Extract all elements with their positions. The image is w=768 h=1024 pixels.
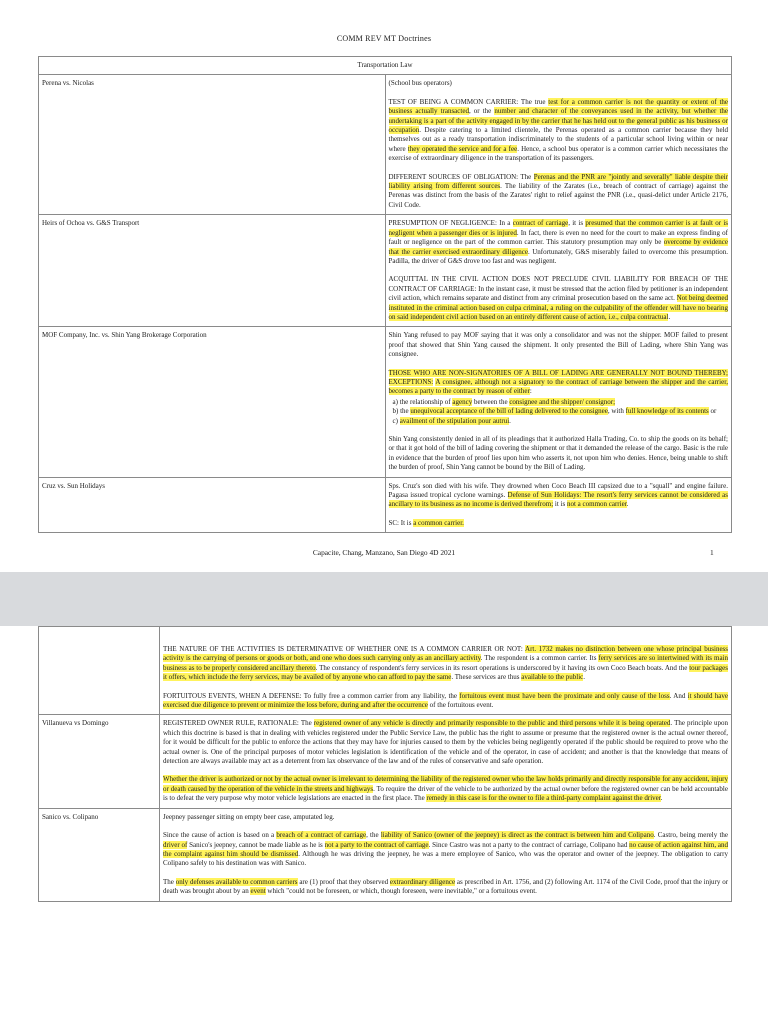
case-name: MOF Company, Inc. vs. Shin Yang Brokerage Corporation — [39, 327, 386, 477]
section-heading: Transportation Law — [39, 57, 732, 75]
highlighted-text: THOSE WHO ARE NON-SIGNATORIES OF A BILL OF LADING ARE GENERALLY NOT BOUND THEREBY; EXCEPTIONS: — [388, 368, 728, 386]
doctrine-paragraph — [389, 435, 729, 473]
table-row — [39, 715, 732, 808]
highlighted-text: they operated the service and for a fee — [407, 144, 518, 153]
case-doctrine — [385, 477, 732, 533]
case-name: Cruz vs. Sun Holidays — [39, 477, 386, 533]
highlighted-text: extraordinary diligence — [389, 877, 456, 886]
list-item — [393, 398, 729, 407]
case-doctrine — [160, 808, 732, 901]
doctrine-paragraph — [389, 482, 729, 510]
text-segment: . — [583, 673, 586, 682]
text-segment: Shin Yang refused to pay MOF saying that it was only a consolidator and was not the shipper. MOF failed to present proof that showed that Shin Yang caused the shipment. It only presented the Bill of Lading, where Shin Yang was consignee. — [388, 331, 728, 359]
highlighted-text: event — [250, 887, 266, 896]
text-segment: it is — [553, 500, 567, 509]
document-title: COMM REV MT Doctrines — [336, 34, 432, 43]
text-segment: , the — [366, 831, 381, 840]
doctrine-paragraph — [163, 831, 728, 869]
text-segment: which "could not be foreseen, or which, though foreseen, were inevitable," or a fortuitous event. — [265, 887, 537, 896]
highlighted-text: remedy in this case is for the owner to file a third-party complaint against the driver — [426, 794, 661, 803]
highlighted-text: available to the public — [521, 673, 584, 682]
doctrines-table-page-1 — [38, 56, 732, 533]
text-segment: ACQUITTAL IN THE CIVIL ACTION DOES NOT PRECLUDE CIVIL LIABILITY FOR BREACH OF THE CONTRACT OF CARRIAGE: In the instant case, it must be stressed that the action filed by petitioner is an independent civil action, which remains separate and distinct from any criminal prosecution based on the same act. — [388, 275, 728, 303]
table-row — [39, 215, 732, 327]
highlighted-text: no cause of action against him, and the complaint against him should be dismissed — [163, 840, 728, 858]
highlighted-text: Whether the driver is authorized or not by the actual owner is irrelevant to determining the liability of the registered owner who the law holds primarily and directly responsible for any accident, injury or death caused by the operation of the vehicle in the streets and highways — [163, 775, 728, 793]
doctrine-paragraph — [163, 645, 728, 683]
text-segment: DIFFERENT SOURCES OF OBLIGATION: The — [388, 172, 534, 181]
text-segment: Jeepney passenger sitting on empty beer case, amputated leg. — [163, 812, 335, 821]
table-row — [39, 808, 732, 901]
page-gap — [0, 572, 768, 626]
text-segment: as prescribed in Art. 1756, and (2) following Art. 1174 of the Civil Code, proof that the injury or death was brought about by an — [163, 877, 729, 896]
text-segment: . Although he was driving the jeepney, he was a mere employee of Sanico, who was the operator and owner of the jeepney. The obligation to carry Colipano safely to his destination was with Sanico. — [163, 849, 729, 868]
text-segment: REGISTERED OWNER RULE, RATIONALE: The — [163, 719, 314, 728]
text-segment: or — [708, 407, 717, 416]
text-segment: . — [509, 416, 511, 425]
doctrine-paragraph — [389, 173, 729, 211]
highlighted-text: only defenses available to common carriers — [175, 877, 298, 886]
text-segment: FORTUITOUS EVENTS, WHEN A DEFENSE: To fully free a common carrier from any liability, the — [163, 691, 460, 700]
highlighted-text: availment of the stipulation pour autrui — [399, 416, 510, 425]
text-segment: Sanico's jeepney, cannot be made liable as he is — [187, 840, 325, 849]
case-name: Heirs of Ochoa vs. G&S Transport — [39, 215, 386, 327]
highlighted-text: A consignee, although not a signatory to the contract of carriage between the shipper and the carrier, becomes a party to the contract by reason of either — [388, 377, 728, 396]
case-doctrine — [385, 215, 732, 327]
highlighted-text: it should have exercised due diligence to prevent or minimize the loss before, during and after the occurrence — [163, 691, 728, 710]
text-segment: , it is — [568, 219, 586, 228]
case-doctrine — [385, 327, 732, 477]
text-segment: : — [529, 387, 532, 396]
text-segment: SC: It is — [388, 518, 414, 527]
table-row — [39, 627, 732, 715]
highlighted-text: overcome by evidence that the carrier exercised extraordinary diligence — [388, 238, 728, 256]
text-segment: . — [626, 500, 629, 509]
highlighted-text: contract of carriage — [512, 219, 569, 228]
highlighted-text: Perenas and the PNR are "jointly and severally" liable despite their liability arising from different sources — [388, 172, 728, 191]
text-segment: Sps. Cruz's son died with his wife. They drowned when Coco Beach III capsized due to a "squall" and engine failure. Pagasa issued tropical cyclone warnings. — [388, 481, 728, 500]
text-segment: , or the — [468, 107, 495, 116]
text-segment: are (1) proof that they observed — [297, 877, 390, 886]
doctrine-paragraph — [163, 813, 728, 822]
highlighted-text: unequivocal acceptance of the bill of lading delivered to the consignee — [410, 407, 608, 416]
highlighted-text: liability of Sanico (owner of the jeepney) is direct as the contract is between him and Colipano — [380, 831, 654, 840]
highlighted-text: Not being deemed instituted in the criminal action based on culpa criminal, a ruling on the culpability of the offender will have no bearing on said independent civil action based on an entirely different cause of action, i.e., culpa contractual — [388, 294, 728, 321]
highlighted-text: registered owner of any vehicle is directly and primarily responsible to the public and third persons while it is being operated — [313, 719, 671, 728]
highlighted-text: breach of a contract of carriage — [276, 831, 367, 840]
highlighted-text: presumed that the common carrier is at fault or is negligent when a passenger dies or is injured — [388, 219, 728, 237]
highlighted-text: full knowledge of its contents — [625, 407, 709, 416]
doctrine-paragraph — [389, 219, 729, 266]
text-segment: . — [660, 794, 663, 803]
text-segment: . The respondent is a common carrier. Its — [480, 654, 599, 663]
text-segment: Since the cause of action is based on a — [163, 831, 277, 840]
highlighted-text: consignee and the shipper/ consignor; — [509, 397, 616, 406]
case-doctrine — [385, 75, 732, 215]
text-segment: PRESUMPTION OF NEGLIGENCE: In a — [388, 219, 513, 228]
highlighted-text: test for a common carrier is not the quantity or extent of the business actually transacted — [388, 97, 728, 116]
text-segment: , with — [607, 407, 626, 416]
doctrine-paragraph — [163, 775, 728, 803]
highlighted-text: Defense of Sun Holidays: The resort's ferry services cannot be considered as ancillary to its business as no income is derived therefrom; — [388, 491, 729, 509]
doctrine-paragraph — [163, 692, 728, 711]
text-segment: . Hence, a school bus operator is a common carrier which necessitates the exercise of extraordinary diligence in the transportation of its passengers. — [388, 144, 728, 163]
text-segment: . To require the driver of the vehicle to be authorized by the actual owner before the registered owner can be held accountable is to defeat the very purpose why motor vehicle legislations are enacted in the first place. The — [163, 784, 728, 803]
case-doctrine — [160, 715, 732, 808]
text-segment: . Castro, being merely the — [653, 831, 728, 840]
table-row — [39, 75, 732, 215]
highlighted-text: fortuitous event must have been the proximate and only cause of the loss — [459, 691, 670, 700]
section-row — [39, 57, 732, 75]
case-name: Villanueva vs Domingo — [39, 715, 160, 808]
doctrine-paragraph — [389, 275, 729, 322]
doctrine-paragraph — [389, 331, 729, 359]
text-segment: . And — [669, 691, 688, 700]
text-segment: . — [668, 312, 671, 321]
highlighted-text: agency — [452, 397, 473, 406]
page-footer: Capacite, Chang, Manzano, San Diego 4D 2021 — [312, 548, 456, 557]
highlighted-text: ferry services are so intertwined with its main business as to be properly considered ancillary thereto — [163, 654, 728, 672]
text-segment: . Unfortunately, G&S miserably failed to overcome this presumption. Padilla, the driver of G&S drove too fast and was negligent. — [388, 247, 728, 265]
text-segment: of the fortuitous event. — [427, 701, 494, 710]
doctrines-table-page-2 — [38, 626, 732, 902]
case-name-continued — [39, 627, 160, 715]
text-segment: . In fact, there is even no need for the court to make an express finding of fault or negligence on the part of the common carrier. This statutory presumption may only be — [388, 228, 728, 247]
highlighted-text: tour packages it offers, which include the ferry services, may be availed of by anyone who can afford to pay the same — [163, 663, 729, 682]
text-segment: TEST OF BEING A COMMON CARRIER: The true — [388, 97, 549, 106]
highlighted-text: not a party to the contract of carriage — [324, 840, 429, 849]
text-segment: . The constancy of respondent's ferry services in its resort operations is underscored by it having its own Coco Beach boats. And the — [315, 663, 690, 672]
text-segment: between the — [472, 397, 510, 406]
doctrine-paragraph — [163, 878, 728, 897]
highlighted-text: Art. 1732 makes no distinction between one whose principal business activity is the carrying of persons or goods or both, and one who does such carrying only as an ancillary activity — [163, 645, 729, 663]
table-row — [39, 327, 732, 477]
list-item — [393, 417, 729, 426]
text-segment: THE NATURE OF THE ACTIVITIES IS DETERMINATIVE OF WHETHER ONE IS A COMMON CARRIER OR NOT: — [163, 645, 526, 653]
highlighted-text: a common carrier. — [413, 518, 464, 527]
text-segment: . The principle upon which this doctrine is based is that in dealing with vehicles registered under the Public Service Law, the public has the right to assume or presume that the registered owner is the actual owner thereof, for it would be difficult for the public to enforce the actions that they may have for injuries caused to them by the vehicles being negligently operated if the public should be required to prove who the actual owner is. One of the principal purposes of motor vehicles legislation is identification of the vehicle and of the operator, in case of accident; and another is that the knowledge that means of detection are always available may act as a deterrent from lax observance of the law and of the rules of conservative and safe operation. — [163, 719, 729, 766]
table-row — [39, 477, 732, 533]
text-segment: a) the relationship of — [392, 397, 453, 406]
highlighted-text: driver of — [163, 840, 188, 849]
text-segment: . Since Castro was not a party to the contract of carriage, Colipano had — [428, 840, 630, 849]
doctrine-paragraph — [389, 98, 729, 164]
text-segment: c) — [392, 416, 400, 425]
text-segment: Shin Yang consistently denied in all of its pleadings that it authorized Halla Trading, Co. to ship the goods on its behalf; or that it got hold of the bill of lading covering the shipment or that it demanded the release of the cargo. Basic is the rule in evidence that the burden of proof lies upon him who asserts it, not upon him who denies. Hence, being unable to shift the burden of proof, Shin Yang cannot be bound by the Bill of Lading. — [388, 435, 728, 472]
exceptions-list — [389, 398, 729, 426]
doctrine-paragraph — [389, 519, 729, 528]
highlighted-text: not a common carrier — [566, 500, 627, 509]
text-segment: . The liability of the Zarates (i.e., breach of contract of carriage) against the Perenas was distinct from the basis of the Zarates' right to relief against the PNR (i.e., quasi-delict under Article 2176, Civil Code. — [388, 182, 728, 209]
doctrine-paragraph — [389, 79, 729, 88]
page-number: 1 — [710, 548, 714, 557]
text-segment: . These services are thus — [451, 673, 522, 682]
list-item — [393, 407, 729, 416]
case-doctrine — [160, 627, 732, 715]
case-name: Sanico vs. Colipano — [39, 808, 160, 901]
doctrine-paragraph — [163, 719, 728, 766]
text-segment: b) the — [392, 407, 411, 416]
highlighted-text: number and character of the conveyances used in the activity, but whether the undertaking is a part of the activity engaged in by the carrier that he has held out to the general public as his business or occupation — [388, 107, 728, 135]
case-name: Perena vs. Nicolas — [39, 75, 386, 215]
document-page-2 — [0, 626, 768, 1024]
text-segment: (School bus operators) — [388, 79, 452, 88]
text-segment: The — [163, 877, 176, 886]
text-segment: . Despite catering to a limited clientele, the Perenas operated as a common carrier because they held themselves out as a ready transportation indiscriminately to the students of a particular school living within or near where — [388, 126, 728, 153]
doctrine-paragraph — [389, 369, 729, 397]
